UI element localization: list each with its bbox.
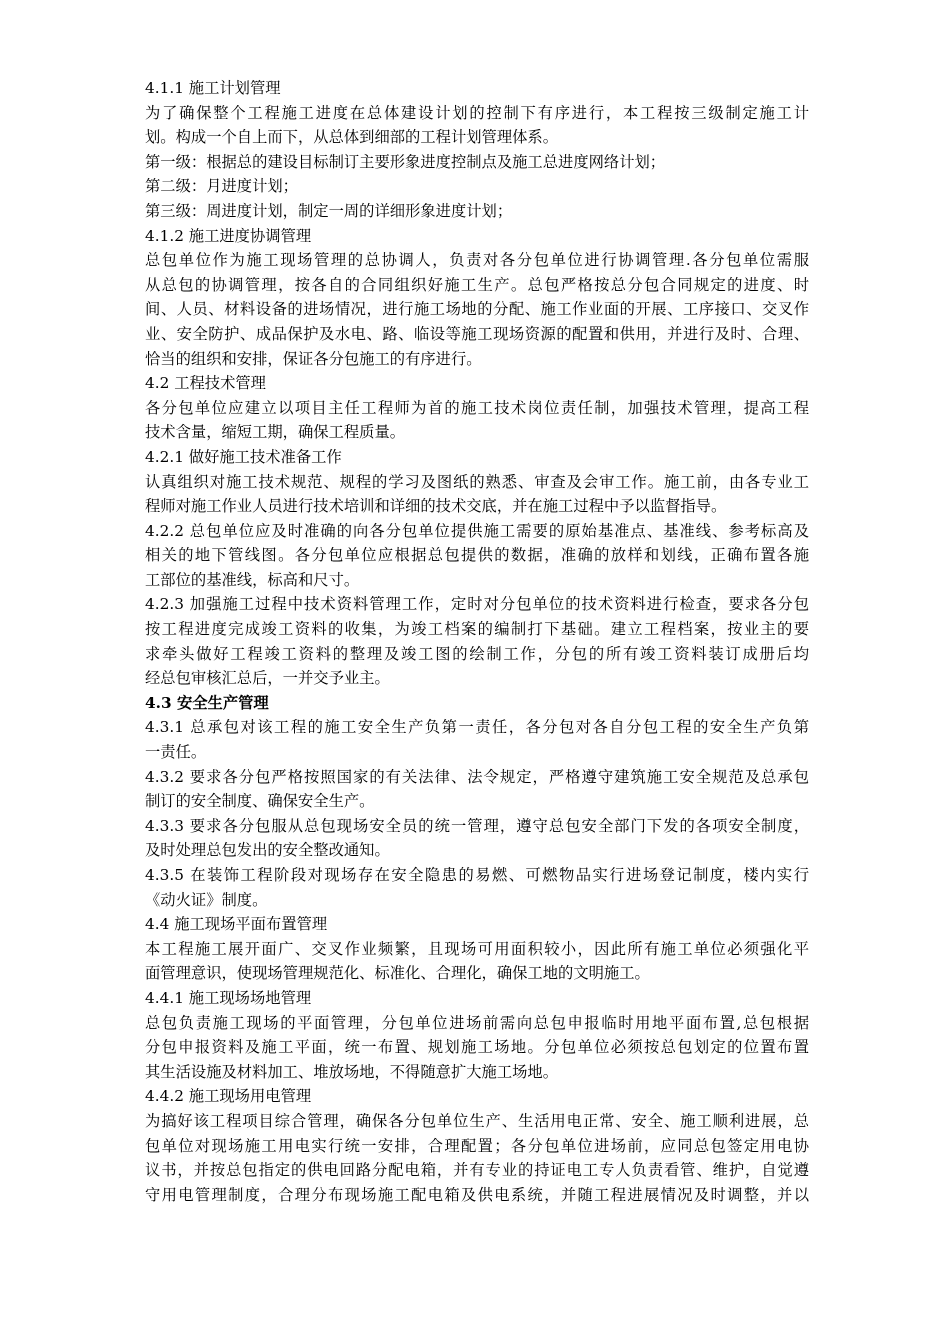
- text-line: 求牵头做好工程竣工资料的整理及竣工图的绘制工作，分包的所有竣工资料装订成册后均: [145, 644, 809, 663]
- text-line: 一责任。: [145, 743, 207, 762]
- text-line: 制订的安全制度、确保安全生产。: [145, 792, 375, 811]
- text-line: 第一级：根据总的建设目标制订主要形象进度控制点及施工总进度网络计划；: [145, 152, 666, 171]
- text-line: 包单位对现场施工用电实行统一安排，合理配置；各分包单位进场前，应同总包签定用电协: [145, 1136, 809, 1155]
- text-line: 4.2.1 做好施工技术准备工作: [145, 447, 342, 466]
- text-line: 4.1.2 施工进度协调管理: [145, 226, 312, 245]
- text-line: 4.2.2 总包单位应及时准确的向各分包单位提供施工需要的原始基准点、基准线、参考标高及: [145, 521, 809, 540]
- text-line: 按工程进度完成竣工资料的收集，为竣工档案的编制打下基础。建立工程档案，按业主的要: [145, 620, 809, 639]
- text-line: 恰当的组织和安排，保证各分包施工的有序进行。: [145, 349, 482, 368]
- text-line: 总包单位作为施工现场管理的总协调人，负责对各分包单位进行协调管理.各分包单位需服: [145, 251, 809, 270]
- text-line: 4.2.3 加强施工过程中技术资料管理工作，定时对分包单位的技术资料进行检查，要求各分包: [145, 595, 809, 614]
- text-line: 认真组织对施工技术规范、规程的学习及图纸的熟悉、审查及会审工作。施工前，由各专业工: [145, 472, 809, 491]
- text-line: 第二级：月进度计划；: [145, 177, 298, 196]
- text-line: 4.3.1 总承包对该工程的施工安全生产负第一责任，各分包对各自分包工程的安全生产负第: [145, 718, 809, 737]
- text-line: 总包负责施工现场的平面管理，分包单位进场前需向总包申报临时用地平面布置,总包根据: [145, 1013, 809, 1032]
- text-line: 4.3.5 在装饰工程阶段对现场存在安全隐患的易燃、可燃物品实行进场登记制度，楼内实行: [145, 866, 809, 884]
- text-line: 从总包的协调管理，按各自的合同组织好施工生产。总包严格按总分包合同规定的进度、时: [145, 275, 809, 294]
- text-line: 4.4.2 施工现场用电管理: [145, 1087, 312, 1106]
- text-line: 为搞好该工程项目综合管理，确保各分包单位生产、生活用电正常、安全、施工顺利进展，总: [145, 1111, 809, 1130]
- text-line: 4.1.1 施工计划管理: [145, 79, 281, 97]
- text-line: 分包申报资料及施工平面，统一布置、规划施工场地。分包单位必须按总包划定的位置布置: [145, 1038, 809, 1057]
- text-line: 4.2 工程技术管理: [145, 374, 266, 393]
- text-line: 守用电管理制度，合理分布现场施工配电箱及供电系统，并随工程进展情况及时调整，并以: [145, 1185, 809, 1204]
- text-line: 4.4.1 施工现场场地管理: [145, 988, 312, 1007]
- section-heading: 4.3 安全生产管理: [145, 693, 269, 712]
- text-line: 划。构成一个自上而下，从总体到细部的工程计划管理体系。: [145, 128, 559, 147]
- text-line: 议书，并按总包指定的供电回路分配电箱，并有专业的持证电工专人负责看管、维护，自觉遵: [145, 1161, 809, 1180]
- text-line: 程师对施工作业人员进行技术培训和详细的技术交底，并在施工过程中予以监督指导。: [145, 497, 727, 516]
- text-line: 为了确保整个工程施工进度在总体建设计划的控制下有序进行，本工程按三级制定施工计: [145, 103, 809, 122]
- text-line: 面管理意识，使现场管理规范化、标准化、合理化，确保工地的文明施工。: [145, 964, 650, 983]
- text-line: 业、安全防护、成品保护及水电、路、临设等施工现场资源的配置和供用，并进行及时、合理、: [145, 324, 809, 343]
- text-line: 各分包单位应建立以项目主任工程师为首的施工技术岗位责任制，加强技术管理，提高工程: [145, 398, 809, 417]
- text-line: 4.3.3 要求各分包服从总包现场安全员的统一管理，遵守总包安全部门下发的各项安全制度，: [145, 816, 809, 835]
- text-line: 工部位的基准线，标高和尺寸。: [145, 570, 360, 589]
- document-page: [145, 76, 809, 1207]
- text-line: 4.4 施工现场平面布置管理: [145, 915, 328, 934]
- text-line: 本工程施工展开面广、交叉作业频繁，且现场可用面积较小，因此所有施工单位必须强化平: [145, 939, 809, 958]
- text-line: 经总包审核汇总后，一并交予业主。: [145, 669, 390, 688]
- text-line: 《动火证》制度。: [145, 890, 268, 909]
- text-line: 其生活设施及材料加工、堆放场地，不得随意扩大施工场地。: [145, 1062, 559, 1081]
- text-line: 第三级：周进度计划，制定一周的详细形象进度计划；: [145, 201, 513, 220]
- text-line: 及时处理总包发出的安全整改通知。: [145, 841, 390, 860]
- text-line: 4.3.2 要求各分包严格按照国家的有关法律、法令规定，严格遵守建筑施工安全规范及总承包: [145, 767, 809, 786]
- text-line: 技术含量，缩短工期，确保工程质量。: [145, 423, 406, 442]
- text-line: 相关的地下管线图。各分包单位应根据总包提供的数据，准确的放样和划线，正确布置各施: [145, 546, 809, 565]
- text-line: 间、人员、材料设备的进场情况，进行施工场地的分配、施工作业面的开展、工序接口、交叉作: [145, 300, 809, 319]
